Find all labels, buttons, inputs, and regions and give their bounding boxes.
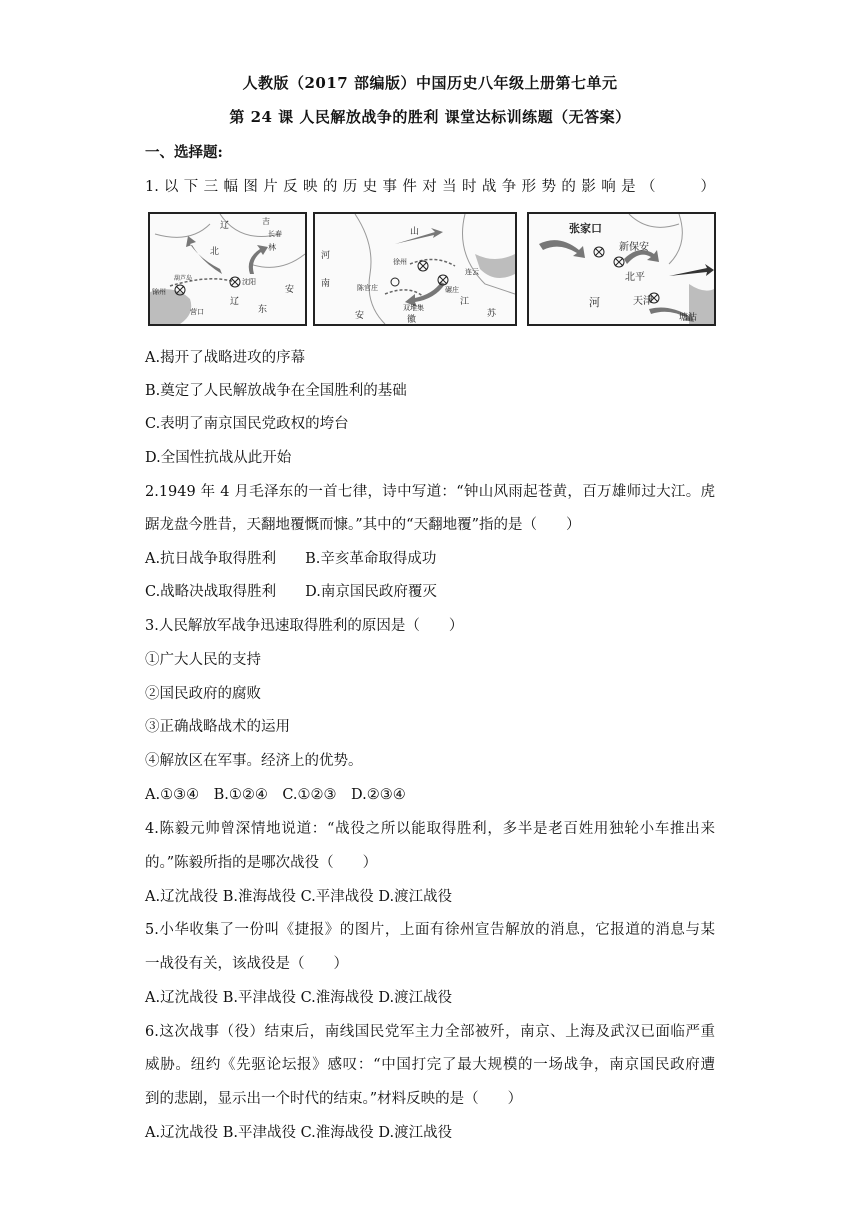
q2-options-row1: A.抗日战争取得胜利 B.辛亥革命取得成功: [145, 551, 437, 567]
q6-stem-line3: 到的悲剧，显示出一个时代的结束。”材料反映的是（ ）: [145, 1091, 523, 1107]
map-pingjin: [527, 212, 716, 326]
map2-label-9: 苏: [487, 309, 497, 319]
q4-stem-line1: 4.陈毅元帅曾深情地说道：“战役之所以能取得胜利，多半是老百姓用独轮小车推出来: [145, 821, 715, 837]
map2-label-7: 双堆集: [403, 304, 424, 312]
q4-options: A.辽沈战役 B.淮海战役 C.平津战役 D.渡江战役: [145, 889, 453, 905]
map1-label-1: 北: [210, 247, 220, 257]
q3-item-3: ③正确战略战术的运用: [145, 719, 290, 735]
q2-options-row2: C.战略决战取得胜利 D.南京国民政府覆灭: [145, 584, 437, 600]
doc-title: 人教版（2017 部编版）中国历史八年级上册第七单元: [242, 74, 618, 92]
map3-label-0: 张家口: [569, 222, 602, 235]
map3-label-4: 河: [589, 296, 600, 309]
map2-label-2: 徐州: [393, 258, 407, 266]
map1-label-0: 辽: [220, 221, 230, 231]
q6-stem-line2: 威胁。纽约《先驱论坛报》感叹：“中国打完了最大规模的一场战争，南京国民政府遭: [145, 1057, 715, 1073]
map2-label-10: 安: [355, 311, 365, 321]
map2-label-1: 山: [410, 227, 420, 237]
q3-item-2: ②国民政府的腐败: [145, 686, 261, 702]
q1-option-b: B.奠定了人民解放战争在全国胜利的基础: [145, 383, 407, 399]
q1-option-d: D.全国性抗战从此开始: [145, 450, 292, 466]
battle-maps: [148, 212, 714, 324]
map1-label-9: 东: [258, 305, 268, 315]
map2-label-5: 陈官庄: [357, 284, 378, 292]
q3-stem: 3.人民解放军战争迅速取得胜利的原因是（ ）: [145, 618, 464, 634]
q4-stem-line2: 的。”陈毅所指的是哪次战役（ ）: [145, 855, 378, 871]
map1-label-7: 沈阳: [242, 278, 256, 286]
q6-stem-line1: 6.这次战事（役）结束后，南线国民党军主力全部被歼，南京、上海及武汉已面临严重: [145, 1024, 715, 1040]
q2-stem-line2: 踞龙盘今胜昔，天翻地覆慨而慷。”其中的“天翻地覆”指的是（ ）: [145, 517, 581, 533]
map1-label-11: 营口: [190, 308, 204, 316]
map1-label-4: 林: [268, 243, 276, 252]
map1-label-5: 锦州: [152, 288, 166, 296]
map2-label-4: 南: [321, 279, 331, 289]
q2-stem-line1: 2.1949 年 4 月毛泽东的一首七律，诗中写道：“钟山风雨起苍黄，百万雄师过大江。虎: [145, 484, 715, 500]
q5-options: A.辽沈战役 B.平津战役 C.淮海战役 D.渡江战役: [145, 990, 453, 1006]
map1-label-2: 吉: [262, 217, 270, 226]
map-liaoshen: [148, 212, 307, 326]
q5-stem-line1: 5.小华收集了一份叫《捷报》的图片，上面有徐州宣告解放的消息，它报道的消息与某: [145, 922, 715, 938]
q1-option-a: A.揭开了战略进攻的序幕: [145, 350, 306, 366]
section-heading: 一、选择题:: [145, 144, 223, 161]
map1-label-3: 长春: [268, 230, 282, 238]
q1-option-c: C.表明了南京国民党政权的垮台: [145, 416, 349, 432]
map2-label-8: 江: [460, 297, 470, 307]
map2-label-3: 连云: [465, 268, 479, 276]
map1-label-8: 辽: [230, 297, 240, 307]
map3-label-2: 北平: [625, 272, 645, 283]
map2-label-11: 徽: [407, 315, 417, 324]
q3-item-1: ①广大人民的支持: [145, 652, 261, 668]
map3-label-1: 新保安: [619, 242, 649, 253]
map3-label-5: 塘沽: [679, 313, 698, 323]
map2-label-6: 碾庄: [445, 286, 459, 294]
q1-stem: 1. 以 下 三 幅 图 片 反 映 的 历 史 事 件 对 当 时 战 争 形 势 的 影 响 是 （ ）: [145, 179, 715, 195]
map2-label-0: 河: [321, 251, 331, 261]
map3-label-3: 天津: [633, 296, 653, 307]
q3-options: A.①③④ B.①②④ C.①②③ D.②③④: [145, 787, 406, 803]
q5-stem-line2: 一战役有关，该战役是（ ）: [145, 956, 348, 972]
map1-label-6: 葫芦岛: [174, 275, 193, 282]
map1-label-10: 安: [285, 285, 295, 295]
q3-item-4: ④解放区在军事。经济上的优势。: [145, 753, 363, 769]
doc-subtitle: 第 24 课 人民解放战争的胜利 课堂达标训练题（无答案）: [229, 108, 631, 126]
q6-options: A.辽沈战役 B.平津战役 C.淮海战役 D.渡江战役: [145, 1125, 453, 1141]
map-huaihai: [313, 212, 517, 326]
